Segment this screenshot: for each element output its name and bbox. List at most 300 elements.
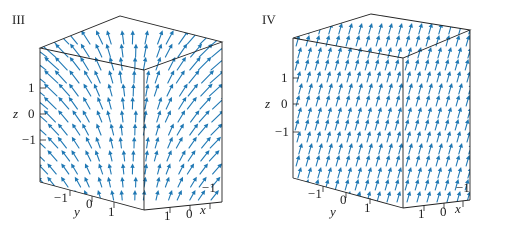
field-arrowhead	[409, 23, 413, 28]
vector-field-arrows	[30, 30, 230, 200]
field-arrowhead	[134, 177, 138, 182]
field-arrowhead	[395, 59, 399, 64]
field-arrowhead	[369, 23, 373, 28]
vector-field-arrows	[295, 23, 473, 202]
field-arrowhead	[446, 155, 450, 160]
field-arrowhead	[119, 57, 123, 62]
field-arrowhead	[417, 71, 421, 76]
field-arrowhead	[448, 167, 452, 172]
field-arrowhead	[317, 71, 321, 76]
field-arrowhead	[427, 131, 431, 136]
field-arrowhead	[457, 71, 461, 76]
field-arrow	[39, 192, 46, 201]
field-arrowhead	[339, 143, 343, 148]
field-arrowhead	[357, 131, 361, 136]
field-arrowhead	[33, 150, 38, 155]
field-arrowhead	[459, 23, 463, 28]
field-arrowhead	[447, 131, 451, 136]
field-arrowhead	[355, 119, 359, 124]
field-arrowhead	[224, 30, 229, 35]
x-axis	[164, 180, 216, 223]
field-arrowhead	[399, 23, 403, 28]
field-arrowhead	[159, 30, 163, 35]
field-arrowhead	[329, 143, 333, 148]
field-arrowhead	[389, 83, 393, 88]
field-arrowhead	[108, 150, 112, 155]
z-tick-label: 0	[281, 96, 288, 111]
field-arrowhead	[458, 167, 462, 172]
field-arrowhead	[121, 84, 125, 89]
field-arrow	[211, 58, 225, 70]
field-arrowhead	[436, 155, 440, 160]
field-arrowhead	[435, 179, 439, 184]
field-arrowhead	[133, 57, 137, 62]
field-arrowhead	[359, 83, 363, 88]
field-arrowhead	[146, 137, 150, 142]
field-arrowhead	[142, 124, 146, 129]
field-arrowhead	[419, 83, 423, 88]
field-arrowhead	[169, 190, 173, 195]
field-arrowhead	[154, 150, 158, 155]
field-arrowhead	[30, 70, 35, 75]
field-arrowhead	[416, 35, 420, 40]
field-arrowhead	[369, 83, 373, 88]
field-arrowhead	[319, 23, 323, 28]
x-tick-label: 1	[164, 208, 171, 223]
field-arrowhead	[448, 107, 452, 112]
field-arrowhead	[131, 30, 135, 35]
field-arrowhead	[121, 163, 125, 168]
field-arrow	[31, 58, 46, 70]
field-arrowhead	[358, 107, 362, 112]
field-arrowhead	[435, 59, 439, 64]
field-arrowhead	[397, 191, 401, 196]
field-arrowhead	[357, 71, 361, 76]
field-arrowhead	[467, 131, 471, 136]
field-arrowhead	[427, 71, 431, 76]
panel-iv	[262, 12, 473, 221]
field-arrowhead	[182, 57, 186, 62]
field-arrowhead	[447, 71, 451, 76]
field-arrowhead	[407, 191, 411, 196]
field-arrowhead	[385, 179, 389, 184]
field-arrowhead	[337, 131, 341, 136]
field-arrowhead	[425, 119, 429, 124]
y-tick-label: −1	[54, 190, 68, 205]
field-arrowhead	[376, 155, 380, 160]
field-arrowhead	[145, 84, 149, 89]
field-arrowhead	[348, 107, 352, 112]
field-arrow	[297, 193, 300, 202]
panel-iii	[12, 12, 229, 223]
field-arrowhead	[144, 97, 148, 102]
field-arrowhead	[130, 97, 134, 102]
field-arrowhead	[131, 150, 135, 155]
field-arrowhead	[296, 95, 300, 100]
field-arrowhead	[369, 143, 373, 148]
field-arrowhead	[437, 71, 441, 76]
field-arrowhead	[377, 71, 381, 76]
field-arrowhead	[122, 150, 126, 155]
field-arrowhead	[192, 137, 196, 142]
field-arrowhead	[387, 71, 391, 76]
field-arrowhead	[368, 107, 372, 112]
field-arrowhead	[366, 95, 370, 100]
field-arrowhead	[367, 131, 371, 136]
field-arrowhead	[418, 167, 422, 172]
field-arrowhead	[325, 179, 329, 184]
field-arrowhead	[298, 107, 302, 112]
field-arrowhead	[375, 59, 379, 64]
field-arrowhead	[156, 124, 160, 129]
panel-label: III	[12, 12, 25, 27]
field-arrowhead	[345, 59, 349, 64]
field-arrowhead	[299, 23, 303, 28]
field-arrowhead	[355, 59, 359, 64]
field-arrowhead	[119, 137, 123, 142]
field-arrowhead	[316, 95, 320, 100]
field-arrowhead	[335, 119, 339, 124]
field-arrowhead	[396, 35, 400, 40]
field-arrowhead	[110, 190, 114, 195]
field-arrowhead	[398, 47, 402, 52]
field-arrowhead	[396, 95, 400, 100]
field-arrowhead	[120, 177, 124, 182]
field-arrowhead	[325, 119, 329, 124]
field-arrow	[347, 193, 350, 202]
field-arrowhead	[120, 110, 124, 115]
field-arrowhead	[37, 190, 42, 195]
field-arrowhead	[377, 191, 381, 196]
field-arrowhead	[435, 119, 439, 124]
field-arrowhead	[395, 179, 399, 184]
field-arrowhead	[425, 179, 429, 184]
field-arrowhead	[457, 131, 461, 136]
field-arrowhead	[406, 35, 410, 40]
field-arrowhead	[145, 150, 149, 155]
field-arrowhead	[368, 47, 372, 52]
field-arrowhead	[305, 119, 309, 124]
field-arrowhead	[61, 163, 65, 168]
field-arrowhead	[359, 143, 363, 148]
field-arrowhead	[455, 119, 459, 124]
field-arrowhead	[132, 137, 136, 142]
field-arrowhead	[348, 167, 352, 172]
field-arrowhead	[438, 47, 442, 52]
field-arrowhead	[338, 107, 342, 112]
field-arrowhead	[407, 131, 411, 136]
field-arrowhead	[346, 95, 350, 100]
field-arrowhead	[415, 59, 419, 64]
field-arrowhead	[388, 107, 392, 112]
field-arrowhead	[379, 83, 383, 88]
field-arrowhead	[415, 119, 419, 124]
field-arrowhead	[319, 143, 323, 148]
field-arrowhead	[398, 167, 402, 172]
field-arrowhead	[121, 97, 125, 102]
field-arrowhead	[155, 84, 159, 89]
z-tick-label: 1	[281, 70, 288, 85]
field-arrowhead	[108, 70, 112, 75]
field-arrowhead	[120, 44, 124, 49]
field-arrowhead	[405, 119, 409, 124]
field-arrowhead	[134, 44, 138, 49]
field-arrowhead	[106, 44, 110, 49]
field-arrowhead	[389, 23, 393, 28]
field-arrow	[213, 32, 228, 44]
field-arrowhead	[406, 155, 410, 160]
field-arrowhead	[356, 35, 360, 40]
field-arrowhead	[319, 83, 323, 88]
field-arrowhead	[297, 71, 301, 76]
field-arrowhead	[416, 95, 420, 100]
field-arrowhead	[399, 83, 403, 88]
field-arrowhead	[145, 30, 149, 35]
field-arrowhead	[426, 155, 430, 160]
field-arrowhead	[366, 155, 370, 160]
field-arrowhead	[146, 70, 150, 75]
field-arrowhead	[438, 167, 442, 172]
x-axis-label: x	[455, 201, 461, 216]
field-arrowhead	[297, 191, 301, 196]
field-arrowhead	[107, 177, 111, 182]
field-arrowhead	[419, 143, 423, 148]
field-arrowhead	[446, 95, 450, 100]
field-arrowhead	[308, 107, 312, 112]
field-arrowhead	[155, 137, 159, 142]
field-arrowhead	[95, 150, 99, 155]
field-arrowhead	[385, 119, 389, 124]
z-tick-label: 1	[28, 80, 35, 95]
field-arrow	[75, 192, 79, 200]
field-arrowhead	[365, 179, 369, 184]
field-arrowhead	[318, 107, 322, 112]
field-arrowhead	[316, 35, 320, 40]
field-arrowhead	[378, 107, 382, 112]
field-arrowhead	[408, 167, 412, 172]
field-arrowhead	[459, 143, 463, 148]
field-arrowhead	[158, 97, 162, 102]
field-arrow	[57, 32, 69, 44]
field-arrowhead	[315, 179, 319, 184]
field-arrowhead	[365, 119, 369, 124]
field-arrowhead	[296, 155, 300, 160]
field-arrowhead	[327, 71, 331, 76]
field-arrowhead	[427, 191, 431, 196]
z-axis-label: z	[265, 96, 271, 111]
field-arrowhead	[106, 30, 110, 35]
field-arrowhead	[106, 110, 110, 115]
field-arrowhead	[386, 95, 390, 100]
field-arrowhead	[428, 167, 432, 172]
y-axis-label: y	[330, 204, 336, 219]
field-arrowhead	[347, 131, 351, 136]
field-arrowhead	[325, 59, 329, 64]
field-arrowhead	[345, 179, 349, 184]
field-arrowhead	[397, 71, 401, 76]
field-arrowhead	[69, 84, 74, 89]
field-arrowhead	[359, 23, 363, 28]
field-arrowhead	[109, 137, 113, 142]
field-arrowhead	[317, 131, 321, 136]
field-arrowhead	[385, 59, 389, 64]
field-arrowhead	[399, 143, 403, 148]
field-arrowhead	[459, 83, 463, 88]
field-arrowhead	[338, 47, 342, 52]
field-arrowhead	[144, 44, 148, 49]
field-arrowhead	[449, 143, 453, 148]
field-arrow	[299, 25, 302, 34]
field-arrowhead	[157, 110, 161, 115]
field-arrowhead	[355, 179, 359, 184]
field-arrowhead	[447, 191, 451, 196]
field-arrowhead	[328, 47, 332, 52]
field-arrowhead	[295, 119, 299, 124]
field-arrowhead	[210, 30, 215, 35]
field-arrowhead	[309, 143, 313, 148]
field-arrowhead	[406, 95, 410, 100]
field-arrowhead	[194, 124, 198, 129]
field-arrowhead	[389, 143, 393, 148]
field-arrowhead	[405, 179, 409, 184]
field-arrowhead	[316, 155, 320, 160]
field-arrowhead	[439, 83, 443, 88]
field-arrowhead	[458, 47, 462, 52]
field-arrowhead	[445, 59, 449, 64]
x-tick-label: 0	[186, 206, 193, 221]
field-arrowhead	[366, 35, 370, 40]
field-arrowhead	[119, 124, 123, 129]
field-arrowhead	[436, 35, 440, 40]
field-arrowhead	[367, 71, 371, 76]
field-arrowhead	[61, 150, 66, 155]
field-arrowhead	[298, 167, 302, 172]
x-tick-label: −1	[202, 180, 216, 195]
z-axis-label: z	[13, 106, 19, 121]
field-arrowhead	[375, 119, 379, 124]
field-arrowhead	[386, 155, 390, 160]
field-arrowhead	[98, 163, 102, 168]
field-arrowhead	[455, 59, 459, 64]
field-arrowhead	[426, 35, 430, 40]
y-tick-label: −1	[308, 186, 322, 201]
field-arrowhead	[388, 47, 392, 52]
field-arrowhead	[107, 97, 111, 102]
field-arrowhead	[387, 131, 391, 136]
field-arrowhead	[143, 177, 147, 182]
field-arrowhead	[109, 57, 113, 62]
field-arrowhead	[98, 177, 102, 182]
field-arrowhead	[448, 47, 452, 52]
field-arrowhead	[346, 155, 350, 160]
z-axis	[264, 70, 299, 139]
field-arrowhead	[405, 59, 409, 64]
field-arrow	[31, 32, 47, 45]
field-arrowhead	[183, 44, 187, 49]
field-arrowhead	[143, 57, 147, 62]
field-arrowhead	[158, 44, 162, 49]
field-arrowhead	[338, 167, 342, 172]
field-arrowhead	[55, 30, 60, 35]
field-arrowhead	[368, 167, 372, 172]
field-arrowhead	[436, 95, 440, 100]
field-arrowhead	[133, 124, 137, 129]
field-arrowhead	[438, 107, 442, 112]
field-arrow	[295, 181, 298, 190]
field-arrowhead	[326, 95, 330, 100]
field-arrowhead	[30, 44, 35, 49]
field-arrowhead	[349, 23, 353, 28]
field-arrowhead	[305, 59, 309, 64]
field-arrowhead	[437, 131, 441, 136]
field-arrowhead	[223, 44, 228, 49]
field-arrowhead	[449, 83, 453, 88]
field-arrowhead	[408, 47, 412, 52]
field-arrowhead	[428, 107, 432, 112]
field-arrowhead	[335, 59, 339, 64]
field-arrowhead	[328, 167, 332, 172]
field-arrowhead	[326, 35, 330, 40]
field-arrowhead	[387, 191, 391, 196]
field-arrowhead	[345, 119, 349, 124]
field-arrowhead	[308, 47, 312, 52]
field-arrowhead	[378, 167, 382, 172]
field-arrowhead	[61, 177, 65, 182]
panel-label: IV	[262, 12, 276, 27]
z-tick-label: 0	[28, 106, 35, 121]
field-arrowhead	[335, 179, 339, 184]
field-arrowhead	[388, 167, 392, 172]
field-arrowhead	[377, 131, 381, 136]
field-arrowhead	[408, 107, 412, 112]
field-arrowhead	[156, 70, 160, 75]
field-arrowhead	[327, 131, 331, 136]
field-arrowhead	[108, 84, 112, 89]
field-arrowhead	[328, 107, 332, 112]
field-arrowhead	[318, 47, 322, 52]
field-arrowhead	[295, 59, 299, 64]
field-arrowhead	[417, 131, 421, 136]
field-arrowhead	[396, 155, 400, 160]
field-arrowhead	[120, 190, 124, 195]
field-arrowhead	[426, 95, 430, 100]
field-arrowhead	[425, 59, 429, 64]
field-arrowhead	[429, 143, 433, 148]
y-tick-label: 0	[86, 196, 93, 211]
field-arrowhead	[456, 95, 460, 100]
field-arrowhead	[329, 83, 333, 88]
x-tick-label: 1	[418, 206, 425, 221]
field-arrowhead	[306, 35, 310, 40]
field-arrowhead	[469, 143, 473, 148]
field-arrowhead	[336, 95, 340, 100]
field-arrowhead	[298, 47, 302, 52]
field-arrowhead	[110, 124, 114, 129]
y-tick-label: 0	[340, 192, 347, 207]
z-tick-label: −1	[275, 124, 289, 139]
field-arrowhead	[308, 167, 312, 172]
field-arrowhead	[299, 83, 303, 88]
field-arrowhead	[307, 71, 311, 76]
field-arrowhead	[379, 23, 383, 28]
field-arrowhead	[445, 119, 449, 124]
field-arrowhead	[419, 23, 423, 28]
field-arrowhead	[365, 59, 369, 64]
field-arrow	[459, 25, 462, 34]
field-arrowhead	[30, 57, 35, 62]
field-arrowhead	[469, 23, 473, 28]
field-arrowhead	[195, 30, 200, 35]
